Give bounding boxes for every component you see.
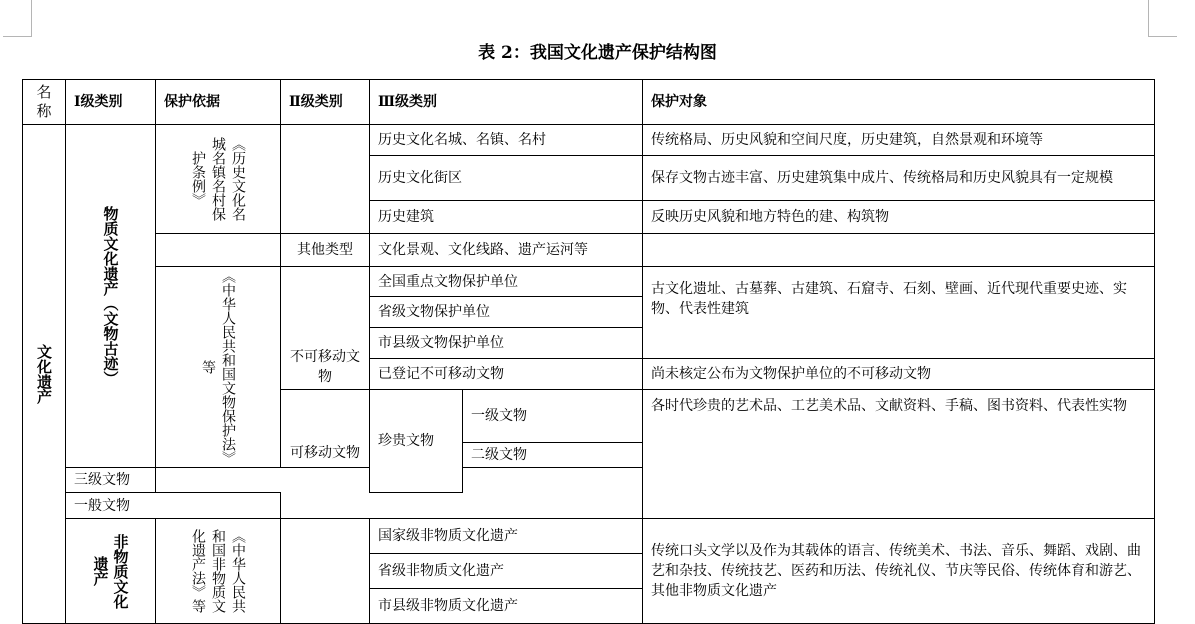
level3-national: 全国重点文物保护单位 bbox=[370, 267, 643, 297]
level3-other: 文化景观、文化线路、遗产运河等 bbox=[370, 234, 643, 267]
level3-city: 历史文化名城、名镇、名村 bbox=[370, 125, 643, 156]
level1-tangible: 物质文化遗产（文物古迹） bbox=[66, 125, 156, 468]
object-movable: 各时代珍贵的艺术品、工艺美术品、文献资料、手稿、图书资料、代表性实物 bbox=[643, 390, 1155, 519]
object-intangible: 传统口头文学以及作为其载体的语言、传统美术、书法、音乐、舞蹈、戏剧、曲艺和杂技、传统技艺、医药和历法、传统礼仪、节庆等民俗、传统体育和游艺、其他非物质文化遗产 bbox=[643, 519, 1155, 624]
level3-grade2: 二级文物 bbox=[463, 443, 643, 468]
object-registered: 尚未核定公布为文物保护单位的不可移动文物 bbox=[643, 359, 1155, 390]
header-name: 名称 bbox=[23, 80, 66, 125]
object-building: 反映历史风貌和地方特色的建、构筑物 bbox=[643, 201, 1155, 234]
level3-county: 市县级文物保护单位 bbox=[370, 328, 643, 359]
header-basis: 保护依据 bbox=[156, 80, 281, 125]
header-level2: Ⅱ级类别 bbox=[281, 80, 370, 125]
basis-intangible-law: 《中华人民共和国非物质文化遗产法》等 bbox=[156, 519, 281, 624]
level3-ich-county: 市县级非物质文化遗产 bbox=[370, 589, 643, 624]
basis-empty-other bbox=[156, 234, 281, 267]
table-title: 表 2：我国文化遗产保护结构图 bbox=[478, 43, 717, 63]
basis-historic-city: 《历史文化名城名镇名村保护条例》 bbox=[156, 125, 281, 234]
header-level3-cell: Ⅲ级类别 bbox=[370, 80, 643, 125]
level3-building: 历史建筑 bbox=[370, 201, 643, 234]
page-corner-mark-right bbox=[1148, 0, 1177, 37]
level3-ich-provincial: 省级非物质文化遗产 bbox=[370, 554, 643, 589]
basis-relics-law: 《中华人民共和国文物保护法》等 bbox=[156, 267, 281, 468]
object-city: 传统格局、历史风貌和空间尺度，历史建筑，自然景观和环境等 bbox=[643, 125, 1155, 156]
heritage-structure-table bbox=[22, 79, 1155, 624]
level3-grade1: 一级文物 bbox=[463, 390, 643, 443]
header-object: 保护对象 bbox=[643, 80, 1155, 125]
level2-immovable: 不可移动文物 bbox=[281, 267, 370, 390]
object-other bbox=[643, 234, 1155, 267]
level3-provincial: 省级文物保护单位 bbox=[370, 297, 643, 328]
level2-empty-intangible bbox=[281, 519, 370, 624]
level3-precious: 珍贵文物 bbox=[370, 390, 463, 493]
level2-movable: 可移动文物 bbox=[281, 390, 370, 468]
page-corner-mark-left bbox=[3, 0, 32, 37]
level2-other: 其他类型 bbox=[281, 234, 370, 267]
header-level1: Ⅰ级类别 bbox=[66, 80, 156, 125]
level3-grade3: 三级文物 bbox=[66, 468, 156, 493]
object-district: 保存文物古迹丰富、历史建筑集中成片、传统格局和历史风貌具有一定规模 bbox=[643, 156, 1155, 201]
level2-empty-historic bbox=[281, 125, 370, 234]
name-cell: 文化遗产 bbox=[23, 125, 66, 624]
level1-intangible: 非物质文化遗产 bbox=[66, 519, 156, 624]
object-relic-units: 古文化遗址、古墓葬、古建筑、石窟寺、石刻、壁画、近代现代重要史迹、实物、代表性建筑 bbox=[643, 267, 1155, 359]
level3-registered: 已登记不可移动文物 bbox=[370, 359, 643, 390]
level3-ich-national: 国家级非物质文化遗产 bbox=[370, 519, 643, 554]
level3-district: 历史文化街区 bbox=[370, 156, 643, 201]
level3-general: 一般文物 bbox=[66, 493, 281, 519]
